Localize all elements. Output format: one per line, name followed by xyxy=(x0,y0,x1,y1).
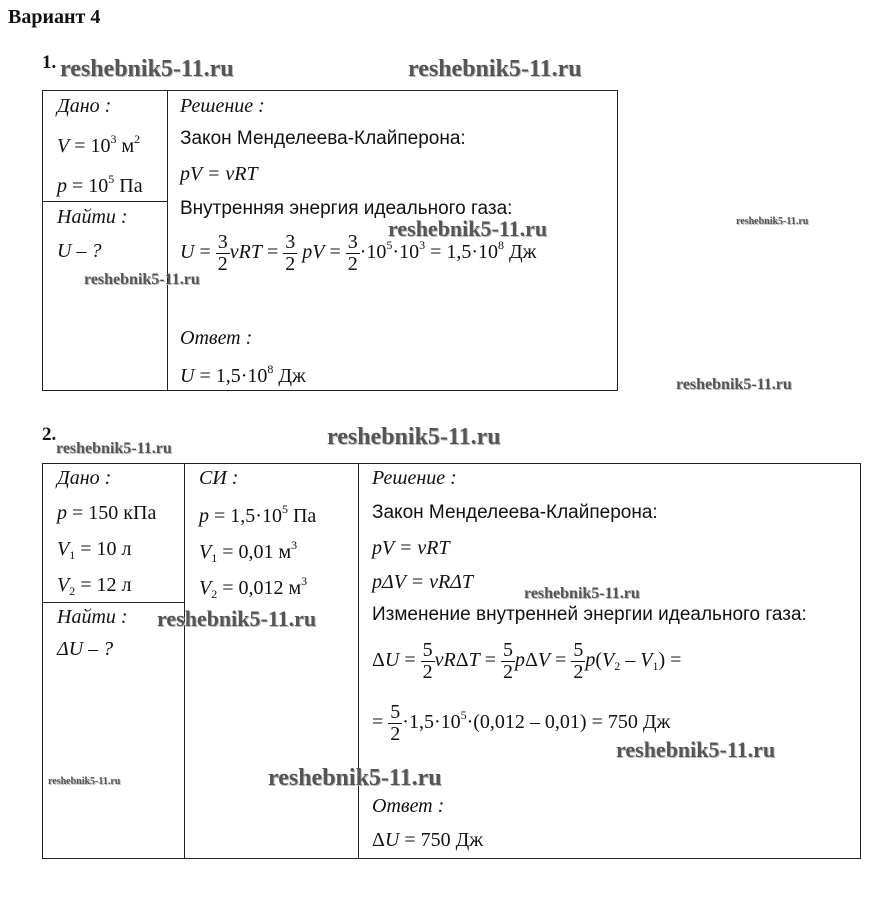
problem-2-si-label: СИ : xyxy=(199,467,239,489)
watermark: reshebnik5-11.ru xyxy=(268,765,442,791)
problem-1-answer-value: $U = 1,5\cdot 10^8$ Дж xyxy=(180,362,306,387)
watermark: reshebnik5-11.ru xyxy=(676,376,792,393)
problem-2-given-pressure: p = 150 кПа xyxy=(57,502,157,524)
problem-1-law-formula: pV = νRT xyxy=(180,163,258,185)
problem-1-given-volume: $V = 10^3$ $м^2$ xyxy=(57,132,141,157)
problem-2-answer-value: ΔU = 750 Дж xyxy=(372,829,484,851)
problem-1-divider-vertical xyxy=(167,90,168,391)
problem-2-find-label: Найти : xyxy=(57,606,128,628)
problem-2-given-label: Дано : xyxy=(57,467,112,489)
problem-2-divider-vertical-1 xyxy=(184,463,185,859)
problem-2-given-v2: $V_2 = 12$ л xyxy=(57,574,132,598)
watermark: reshebnik5-11.ru xyxy=(157,606,317,631)
watermark: reshebnik5-11.ru xyxy=(56,440,172,457)
problem-2-law-title: Закон Менделеева-Клайперона: xyxy=(372,502,658,523)
problem-1-solution-label: Решение : xyxy=(180,95,265,117)
problem-2-energy-formula-line-2: = $\frac{5}{2}$ $\cdot 1,5\cdot 10^5\cdot(0,012 - 0,01) = 750$ Дж xyxy=(372,701,671,745)
problem-2-solution-label: Решение : xyxy=(372,467,457,489)
problem-2-divider-horizontal xyxy=(42,602,185,603)
problem-1-find-label: Найти : xyxy=(57,206,128,228)
problem-2-answer-label: Ответ : xyxy=(372,795,445,817)
watermark: reshebnik5-11.ru xyxy=(84,271,200,288)
problem-2-find-value: ΔU – ? xyxy=(57,638,114,660)
problem-1-given-label: Дано : xyxy=(57,95,112,117)
page-heading: Вариант 4 xyxy=(8,6,101,28)
watermark: reshebnik5-11.ru xyxy=(524,585,640,602)
watermark: reshebnik5-11.ru xyxy=(408,56,582,82)
watermark: reshebnik5-11.ru xyxy=(388,216,548,241)
problem-2-divider-vertical-2 xyxy=(358,463,359,859)
problem-2-si-v2: $V_2 = 0,012$ $м^3$ xyxy=(199,574,308,601)
problem-2-law-formula-1: pV = νRT xyxy=(372,537,450,559)
problem-2-law-formula-2: pΔV = νRΔT xyxy=(372,571,474,593)
problem-2-number: 2. xyxy=(42,424,57,445)
problem-1-energy-formula: U = $\frac{3}{2}$ νRT = $\frac{3}{2}$ pV = $\frac{3}{2}$ $\cdot 10^5\cdot 10^3 = 1,5\cdot 10^8$ Дж xyxy=(180,231,537,275)
problem-1-answer-label: Ответ : xyxy=(180,327,253,349)
problem-1-given-pressure: $p = 10^5$ Па xyxy=(57,172,143,197)
problem-2-change-title: Изменение внутренней энергии идеального газа: xyxy=(372,604,807,625)
problem-1-divider-horizontal xyxy=(42,201,168,202)
watermark: reshebnik5-11.ru xyxy=(327,424,501,450)
problem-2-si-v1: $V_1 = 0,01$ $м^3$ xyxy=(199,538,298,565)
watermark: reshebnik5-11.ru xyxy=(48,776,121,787)
watermark: reshebnik5-11.ru xyxy=(616,737,776,762)
problem-2-energy-formula-line-1: ΔU = $\frac{5}{2}$ νRΔT = $\frac{5}{2}$ pΔV = $\frac{5}{2}$ $p(V_2 - V_1)$ = xyxy=(372,639,682,683)
problem-1-find-value: U – ? xyxy=(57,240,102,262)
problem-1-law-title: Закон Менделеева-Клайперона: xyxy=(180,128,466,149)
problem-1-energy-title: Внутренняя энергия идеального газа: xyxy=(180,198,513,219)
problem-2-si-pressure: $p = 1,5\cdot 10^5$ Па xyxy=(199,502,317,527)
watermark: reshebnik5-11.ru xyxy=(736,216,809,227)
watermark: reshebnik5-11.ru xyxy=(60,56,234,82)
problem-2-given-v1: $V_1 = 10$ л xyxy=(57,538,132,562)
problem-1-number: 1. xyxy=(42,52,57,73)
